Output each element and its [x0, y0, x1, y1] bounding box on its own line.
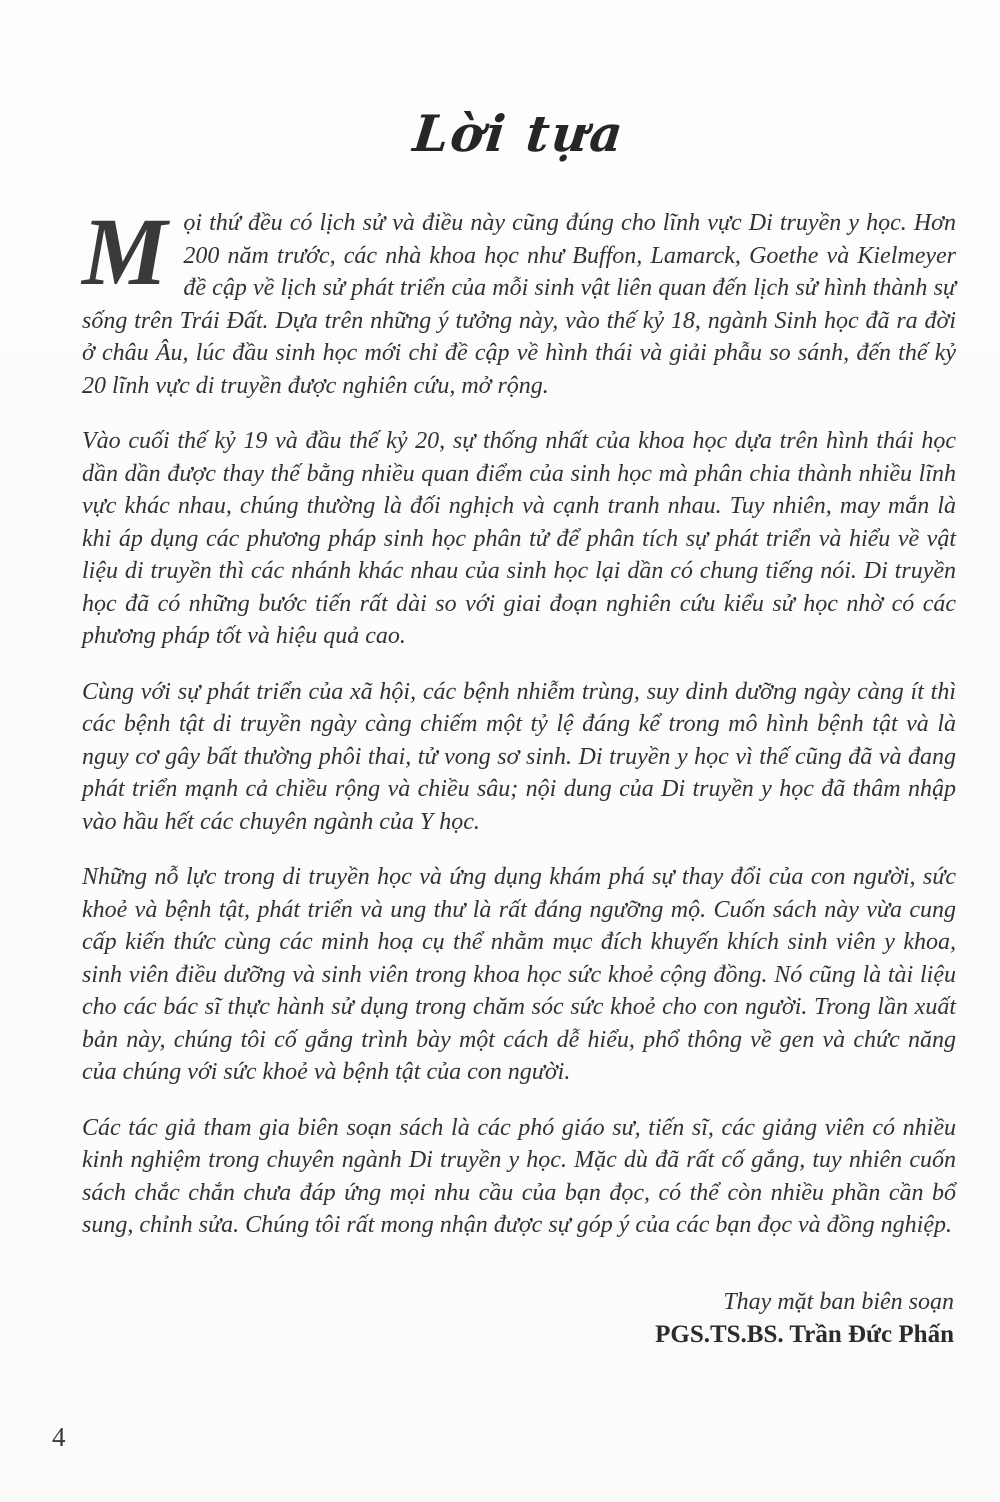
page-number: 4	[52, 1422, 66, 1452]
signature-block	[82, 1286, 956, 1352]
paragraph-text: ọi thứ đều có lịch sử và điều này cũng đúng cho lĩnh vực Di truyền y học. Hơn 200 năm trước, các nhà khoa học như Buffon, Lamarck, Goethe và Kielmeyer đề cập về lịch sử phát triển của mỗi sinh vật liên quan đến lịch sử hình thành sự sống trên Trái Đất. Dựa trên những ý tưởng này, vào thế kỷ 18, ngành Sinh học đã ra đời ở châu Âu, lúc đầu sinh học mới chỉ đề cập về hình thái và giải phẫu so sánh, đến thế kỷ 20 lĩnh vực di truyền được nghiên cứu, mở rộng.	[82, 210, 956, 399]
signature-role: Thay mặt ban biên soạn	[723, 1288, 954, 1315]
preface-paragraph: Các tác giả tham gia biên soạn sách là các phó giáo sư, tiến sĩ, các giảng viên có nhiều kinh nghiệm trong chuyên ngành Di truyền y học. Mặc dù đã rất cố gắng, tuy nhiên cuốn sách chắc chắn chưa đáp ứng mọi nhu cầu của bạn đọc, có thể còn nhiều phần cần bổ sung, chỉnh sửa. Chúng tôi rất mong nhận được sự góp ý của các bạn đọc và đồng nghiệp.	[82, 1114, 956, 1238]
preface-paragraph: Cùng với sự phát triển của xã hội, các bệnh nhiễm trùng, suy dinh dưỡng ngày càng ít thì các bệnh tật di truyền ngày càng chiếm một tỷ lệ đáng kể trong mô hình bệnh tật và là nguy cơ gây bất thường phôi thai, tử vong sơ sinh. Di truyền y học vì thế cũng đã và đang phát triển mạnh cả chiều rộng và chiều sâu; nội dung của Di truyền y học đã thâm nhập vào hầu hết các chuyên ngành của Y học.	[82, 678, 956, 835]
preface-paragraph: Những nỗ lực trong di truyền học và ứng dụng khám phá sự thay đổi của con người, sức khoẻ và bệnh tật, phát triển và ung thư là rất đáng ngưỡng mộ. Cuốn sách này vừa cung cấp kiến thức cùng các minh hoạ cụ thể nhằm mục đích khuyến khích sinh viên y khoa, sinh viên điều dưỡng và sinh viên trong khoa học sức khoẻ cộng đồng. Nó cũng là tài liệu cho các bác sĩ thực hành sử dụng trong chăm sóc sức khoẻ cho con người. Trong lần xuất bản này, chúng tôi cố gắng trình bày một cách dễ hiểu, phổ thông về gen và chức năng của chúng với sức khoẻ và bệnh tật của con người.	[82, 864, 956, 1085]
preface-paragraph	[82, 198, 956, 402]
signature-name: PGS.TS.BS. Trần Đức Phấn	[655, 1320, 954, 1348]
preface-paragraph: Vào cuối thế kỷ 19 và đầu thế kỷ 20, sự thống nhất của khoa học dựa trên hình thái học dần dần được thay thế bằng nhiều quan điểm của sinh học mà phân chia thành nhiều lĩnh vực khác nhau, chúng thường là đối nghịch và cạnh tranh nhau. Tuy nhiên, may mắn là khi áp dụng các phương pháp sinh học phân tử để phân tích sự phát triển và hiểu về vật liệu di truyền thì các nhánh khác nhau của sinh học lại dần có chung tiếng nói. Di truyền học đã có những bước tiến rất dài so với giai đoạn nghiên cứu kiểu sử học nhờ có các phương pháp tốt và hiệu quả cao.	[82, 428, 956, 649]
page-title: Lời tựa	[410, 104, 628, 163]
preface-body	[82, 198, 956, 1242]
page-content	[82, 104, 956, 1352]
drop-cap: M	[82, 198, 168, 305]
